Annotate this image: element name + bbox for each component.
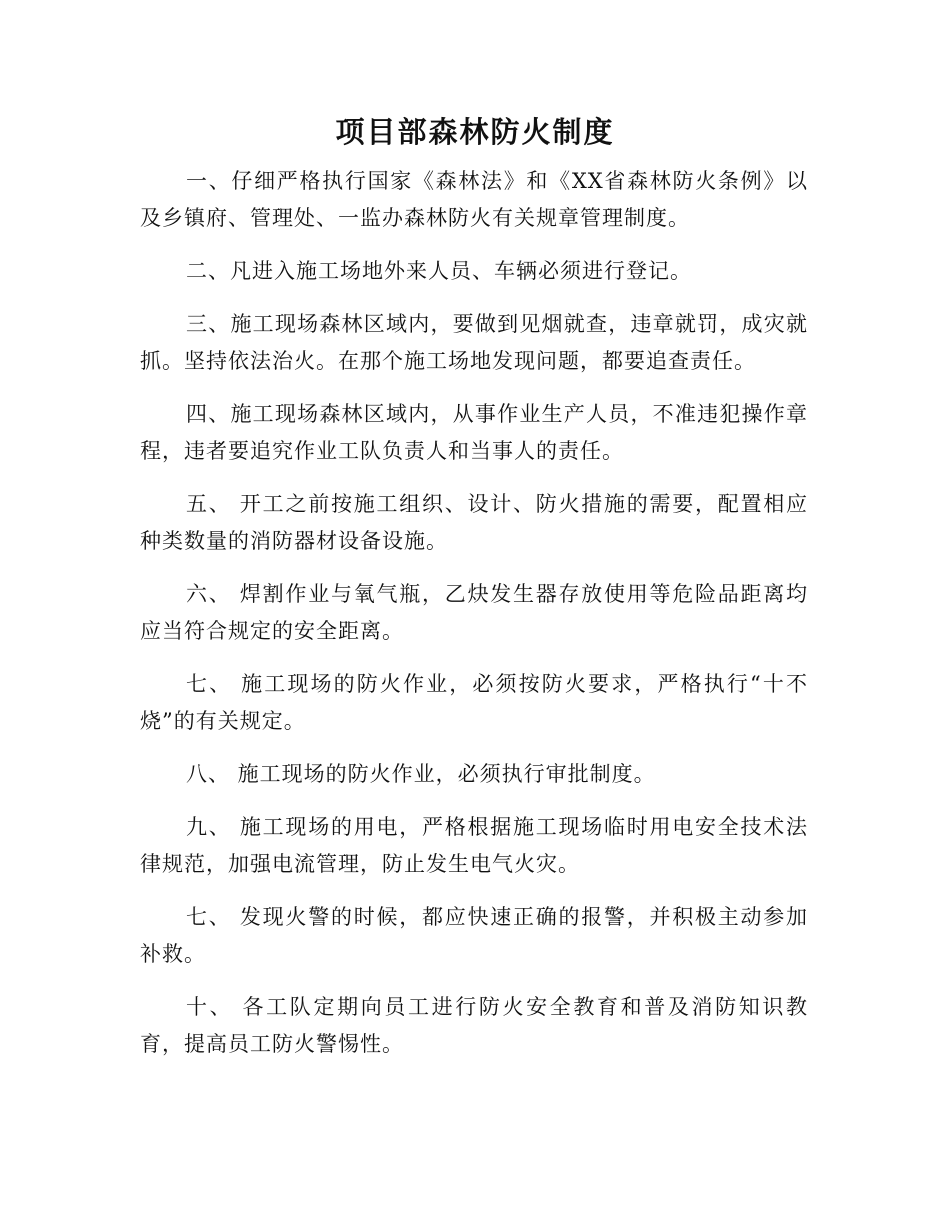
paragraph-11: 十、 各工队定期向员工进行防火安全教育和普及消防知识教育，提高员工防火警惕性。 xyxy=(140,995,808,1056)
paragraph-1: 一、仔细严格执行国家《森林法》和《XX省森林防火条例》以及乡镇府、管理处、一监办森林防火有关规章管理制度。 xyxy=(140,169,808,230)
paragraph-10: 七、 发现火警的时候，都应快速正确的报警，并积极主动参加补救。 xyxy=(140,905,808,966)
paragraph-4: 四、施工现场森林区域内，从事作业生产人员，不准违犯操作章程，违者要追究作业工队负责人和当事人的责任。 xyxy=(140,402,808,463)
paragraph-5: 五、 开工之前按施工组织、设计、防火措施的需要，配置相应种类数量的消防器材设备设施。 xyxy=(140,492,808,553)
paragraph-3: 三、施工现场森林区域内，要做到见烟就查，违章就罚，成灾就抓。坚持依法治火。在那个施工场地发现问题，都要追查责任。 xyxy=(140,312,808,373)
paragraph-2: 二、凡进入施工场地外来人员、车辆必须进行登记。 xyxy=(186,259,692,283)
document-title: 项目部森林防火制度 xyxy=(335,115,615,149)
document-body xyxy=(140,163,808,1079)
paragraph-7: 七、 施工现场的防火作业，必须按防火要求，严格执行“十不烧”的有关规定。 xyxy=(140,672,808,733)
paragraph-6: 六、 焊割作业与氧气瓶，乙炔发生器存放使用等危险品距离均应当符合规定的安全距离。 xyxy=(140,582,808,643)
paragraph-9: 九、 施工现场的用电，严格根据施工现场临时用电安全技术法律规范，加强电流管理，防止发生电气火灾。 xyxy=(140,815,808,876)
paragraph-8: 八、 施工现场的防火作业，必须执行审批制度。 xyxy=(186,762,656,786)
